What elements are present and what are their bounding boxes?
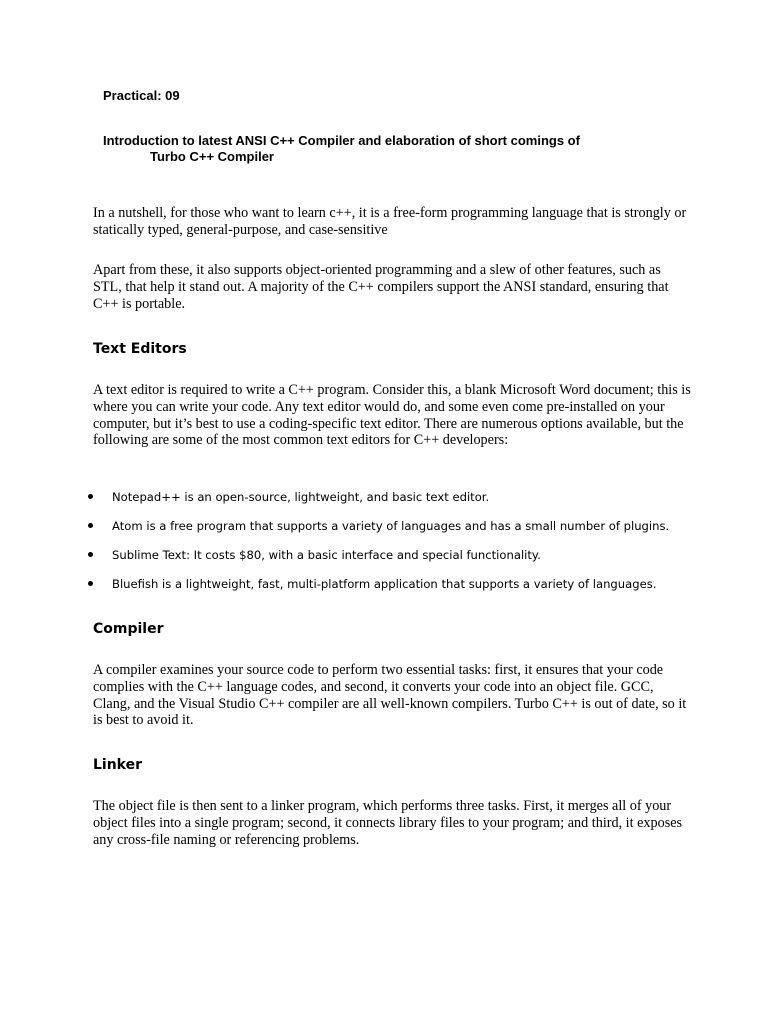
title-line-1: Introduction to latest ANSI C++ Compiler and elaboration of short comings of bbox=[103, 133, 580, 148]
compiler-heading: Compiler bbox=[93, 621, 164, 637]
intro-paragraph-1: In a nutshell, for those who want to learn c++, it is a free-form programming language that is strongly or statically typed, general-purpose, and case-sensitive bbox=[93, 205, 687, 238]
bullet-icon bbox=[88, 494, 93, 499]
list-item-text: Atom is a free program that supports a variety of languages and has a small number of plugins. bbox=[112, 519, 670, 533]
bullet-icon bbox=[88, 581, 93, 586]
list-item-text: Notepad++ is an open-source, lightweight, and basic text editor. bbox=[112, 490, 490, 504]
linker-heading: Linker bbox=[93, 757, 143, 773]
document-title bbox=[103, 133, 663, 165]
linker-paragraph: The object file is then sent to a linker program, which performs three tasks. First, it merges all of your object files into a single program; second, it connects library files to your program; and third, it exposes any cross-file naming or referencing problems. bbox=[93, 798, 683, 848]
intro-paragraph-2: Apart from these, it also supports object-oriented programming and a slew of other features, such as STL, that help it stand out. A majority of the C++ compilers support the ANSI standard, ensuring that C++ is portable. bbox=[93, 262, 669, 312]
bullet-icon bbox=[88, 523, 93, 528]
text-editors-paragraph: A text editor is required to write a C++ program. Consider this, a blank Microsoft Word document; this is where you can write your code. Any text editor would do, and some even come pre-installed on your computer, but it’s best to use a coding-specific text editor. There are numerous options available, but the following are some of the most common text editors for C++ developers: bbox=[93, 382, 691, 449]
compiler-paragraph: A compiler examines your source code to perform two essential tasks: first, it ensures that your code complies with the C++ language codes, and second, it converts your code into an object file. GCC, Clang, and the Visual Studio C++ compiler are all well-known compilers. Turbo C++ is out of date, so it is best to avoid it. bbox=[93, 662, 687, 729]
text-editors-heading: Text Editors bbox=[93, 341, 187, 357]
practical-label: Practical: 09 bbox=[103, 88, 180, 103]
list-item-text: Bluefish is a lightweight, fast, multi-platform application that supports a variety of languages. bbox=[112, 577, 657, 591]
title-line-2: Turbo C++ Compiler bbox=[150, 149, 274, 164]
bullet-icon bbox=[88, 552, 93, 557]
list-item-text: Sublime Text: It costs $80, with a basic interface and special functionality. bbox=[112, 548, 541, 562]
